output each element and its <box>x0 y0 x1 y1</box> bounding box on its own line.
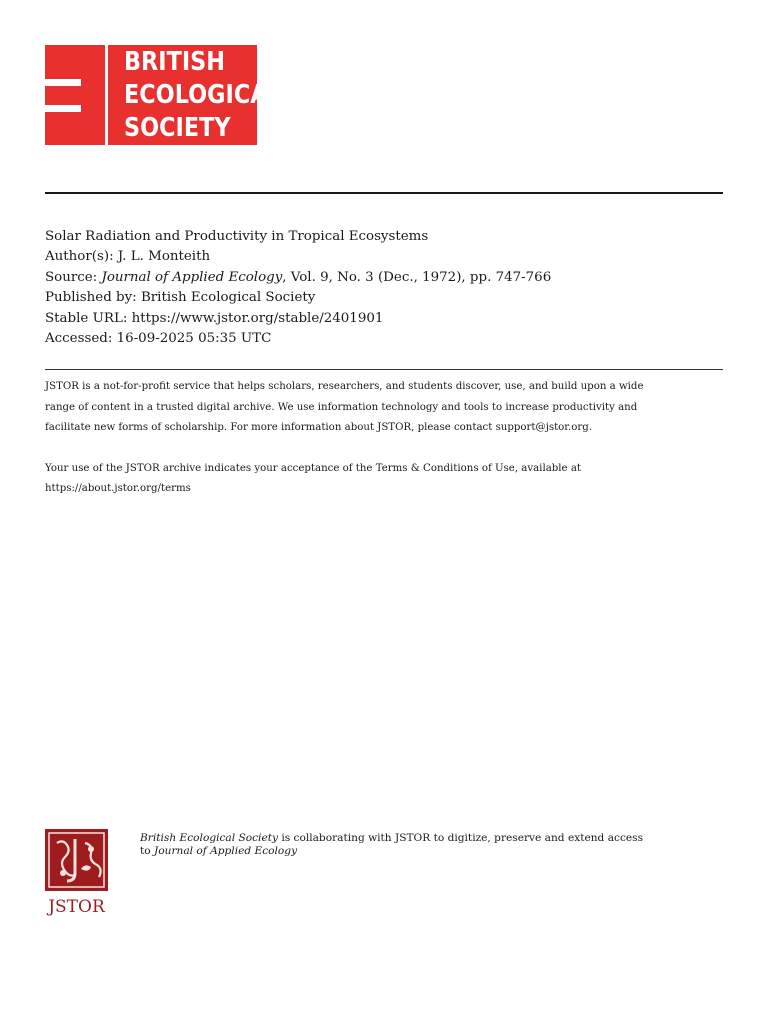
citation-block <box>45 227 551 349</box>
accessed-line <box>45 329 551 349</box>
collab-prefix: to <box>140 845 155 858</box>
header-divider <box>45 192 723 194</box>
stable-url-line <box>45 309 551 329</box>
collab-text: is collaborating with JSTOR to digitize, preserve and extend access <box>277 832 644 844</box>
publisher-line <box>45 288 551 308</box>
accessed-label: Accessed: <box>45 330 117 346</box>
url-label: Stable URL: <box>45 310 132 326</box>
source-details: , Vol. 9, No. 3 (Dec., 1972), pp. 747-766 <box>282 269 552 285</box>
article-title: Solar Radiation and Productivity in Tropical Ecosystems <box>45 229 429 244</box>
collaboration-statement <box>140 832 643 859</box>
stable-url-link[interactable]: https://www.jstor.org/stable/2401901 <box>131 310 384 326</box>
jstor-notice <box>45 377 725 500</box>
notice-line: range of content in a trusted digital archive. We use information technology and tools to increase productivity and <box>45 401 638 413</box>
notice-paragraph-mission <box>45 377 725 439</box>
jstor-wordmark: JSTOR <box>48 897 105 917</box>
terms-link[interactable]: https://about.jstor.org/terms <box>45 483 191 494</box>
accessed-date: 16-09-2025 05:35 UTC <box>116 330 272 346</box>
logo-line-society: SOCIETY <box>124 113 231 143</box>
journal-name: Journal of Applied Ecology <box>101 269 283 285</box>
bes-logo <box>45 45 282 145</box>
author-line <box>45 247 551 267</box>
notice-paragraph-terms <box>45 459 725 500</box>
notice-line: Your use of the JSTOR archive indicates your acceptance of the Terms & Conditions of Use, available at <box>45 462 581 474</box>
collab-journal: Journal of Applied Ecology <box>154 845 298 858</box>
source-line <box>45 268 551 288</box>
source-label: Source: <box>45 269 102 285</box>
jstor-emblem-icon <box>45 829 108 891</box>
author-label: Author(s): <box>45 249 118 265</box>
collab-publisher: British Ecological Society <box>140 832 278 844</box>
citation-divider <box>45 369 723 370</box>
logo-line-british: BRITISH <box>124 47 225 77</box>
notice-line: JSTOR is a not-for-profit service that helps scholars, researchers, and students discover, use, and build upon a wide <box>45 381 644 392</box>
notice-line: facilitate new forms of scholarship. For more information about JSTOR, please contact support@jstor.org. <box>45 422 593 433</box>
author-name: J. L. Monteith <box>117 249 211 265</box>
bes-logo-text <box>124 46 282 145</box>
bes-e-mark-icon <box>45 45 115 145</box>
collab-line-2 <box>140 845 643 858</box>
publisher-name: British Ecological Society <box>140 290 316 306</box>
collab-line-1 <box>140 832 643 845</box>
publisher-label: Published by: <box>45 290 141 306</box>
jstor-logo <box>45 829 109 917</box>
logo-line-ecological: ECOLOGICAL <box>124 80 282 110</box>
